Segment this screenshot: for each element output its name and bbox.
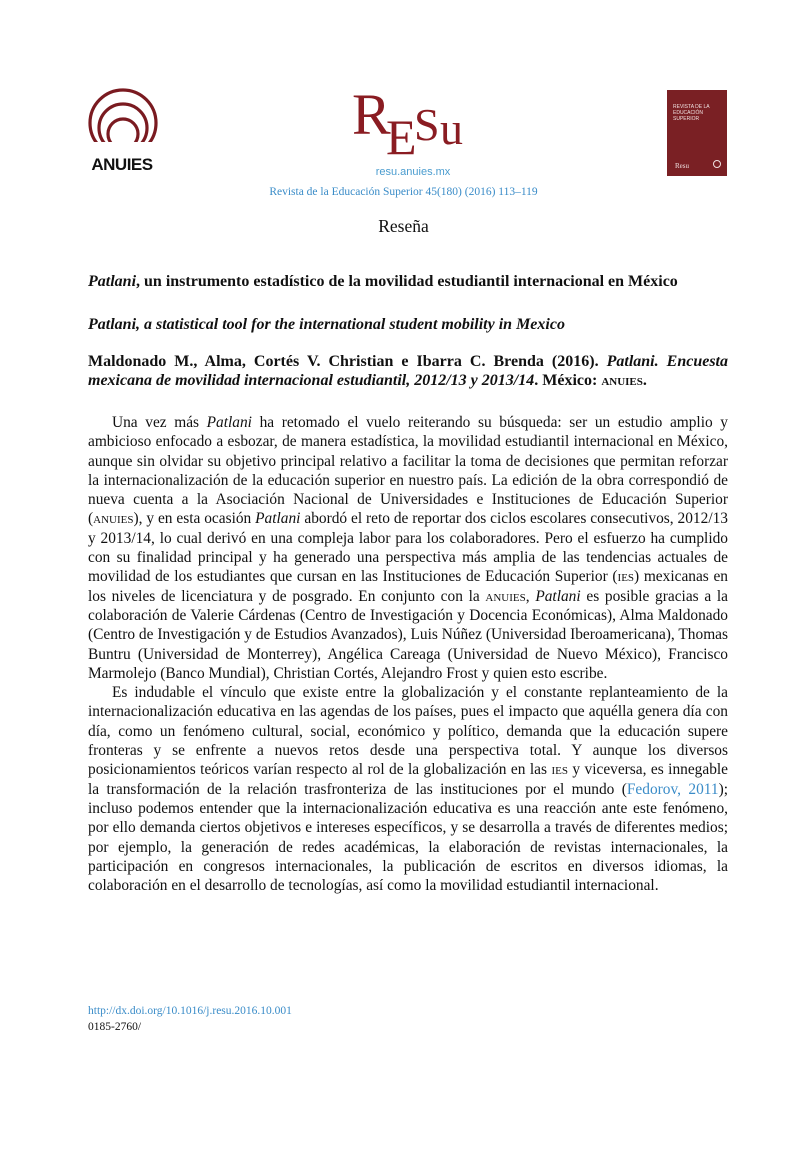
resu-logo-r: R — [352, 82, 391, 147]
book-reference — [88, 352, 728, 390]
journal-cover-thumbnail — [667, 90, 727, 176]
anuies-rings-icon — [86, 88, 166, 158]
journal-citation[interactable]: Revista de la Educación Superior 45(180) (2016) 113–119 — [269, 186, 538, 198]
ref-authors: Maldonado M., Alma, Cortés V. Christian e Ibarra C. Brenda (2016). — [88, 353, 607, 370]
resu-logo-e: E — [386, 109, 417, 165]
resu-logo-s: S — [414, 99, 440, 150]
paragraph-2: Es indudable el vínculo que existe entre la globalización y el constante replanteamiento de la internacionalización educativa en las agendas de los países, pues el impacto que aquélla genera día con día, como un fenómeno cultural, social, económico y político, demanda que la educación supere fronteras y se enfrente a nuevos retos desde una perspectiva total. Y aunque los diversos posicionamientos teóricos varían respecto al rol de la globalización en las ies y viceversa, es innegable la transformación de la relación trasfronteriza de las instituciones por el mundo (Fedorov, 2011); incluso podemos entender que la internacionalización educativa es una reacción ante este fenómeno, por ello demanda ciertos objetivos e intereses específicos, y se desarrolla a través de diferentes medios; por ejemplo, la generación de redes académicas, la elaboración de revistas internacionales, la participación en congresos internacionales, la publicación de escritos en diversos idiomas, la colaboración en el desarrollo de tecnologías, así como la movilidad estudiantil internacional. — [88, 684, 729, 895]
issn-text: 0185-2760/ — [88, 1021, 142, 1033]
ref-end: . — [642, 372, 647, 389]
citation-link-fedorov[interactable]: Fedorov, 2011 — [626, 780, 719, 798]
ref-work: Patlani. Encuesta mexicana de movilidad internacional estudiantil, 2012/13 y 2013/14 — [88, 353, 728, 389]
ref-place: . México: — [534, 372, 602, 389]
cover-title: REVISTA DE LA EDUCACIÓN SUPERIOR — [673, 104, 710, 122]
doi-link[interactable]: http://dx.doi.org/10.1016/j.resu.2016.10.001 — [88, 1005, 292, 1017]
journal-url[interactable]: resu.anuies.mx — [375, 166, 451, 178]
article-title-en: Patlani, a statistical tool for the international student mobility in Mexico — [88, 316, 565, 333]
resu-logo-u: u — [440, 103, 463, 154]
cover-emblem-icon — [713, 160, 721, 168]
anuies-logo-text: ANUIES — [91, 155, 153, 174]
title-es-rest: , un instrumento estadístico de la movilidad estudiantil internacional en México — [136, 273, 678, 290]
ref-publisher: anuies — [601, 372, 643, 389]
article-body — [88, 413, 728, 895]
article-title-es — [88, 273, 678, 291]
section-label: Reseña — [378, 216, 429, 236]
paragraph-1: Una vez más Patlani ha retomado el vuelo reiterando su búsqueda: ser un estudio amplio y ambicioso enfocado a esbozar, de manera estadística, la movilidad estudiantil internacional en México, aunque sin olvidar su objetivo principal relativo a facilitar la toma de decisiones que permitan reforzar la internacionalización de la educación superior en nuestro país. La edición de la obra correspondió de nueva cuenta a la Asociación Nacional de Universidades e Instituciones de Educación Superior (anuies), y en esta ocasión Patlani abordó el reto de reportar dos ciclos escolares consecutivos, 2012/13 y 2013/14, lo cual derivó en una compleja labor para los colaboradores. Pero el esfuerzo ha cumplido con su finalidad principal y ha generado una perspectiva más amplia de las tendencias actuales de movilidad de los estudiantes que cursan en las Instituciones de Educación Superior (ies) mexicanas en los niveles de licenciatura y de posgrado. En conjunto con la anuies, Patlani es posible gracias a la colaboración de Valerie Cárdenas (Centro de Investigación y Docencia Económicas), Alma Maldonado (Centro de Investigación y de Estudios Avanzados), Luis Núñez (Universidad Iberoamericana), Thomas Buntru (Universidad de Monterrey), Angélica Careaga (Universidad de Nuevo México), Francisco Marmolejo (Banco Mundial), Christian Cortés, Alejandro Frost y quien esto escribe. — [88, 414, 728, 682]
title-es-italic: Patlani — [88, 273, 137, 290]
cover-logo: Resu — [675, 162, 689, 170]
resu-logo — [348, 84, 478, 164]
